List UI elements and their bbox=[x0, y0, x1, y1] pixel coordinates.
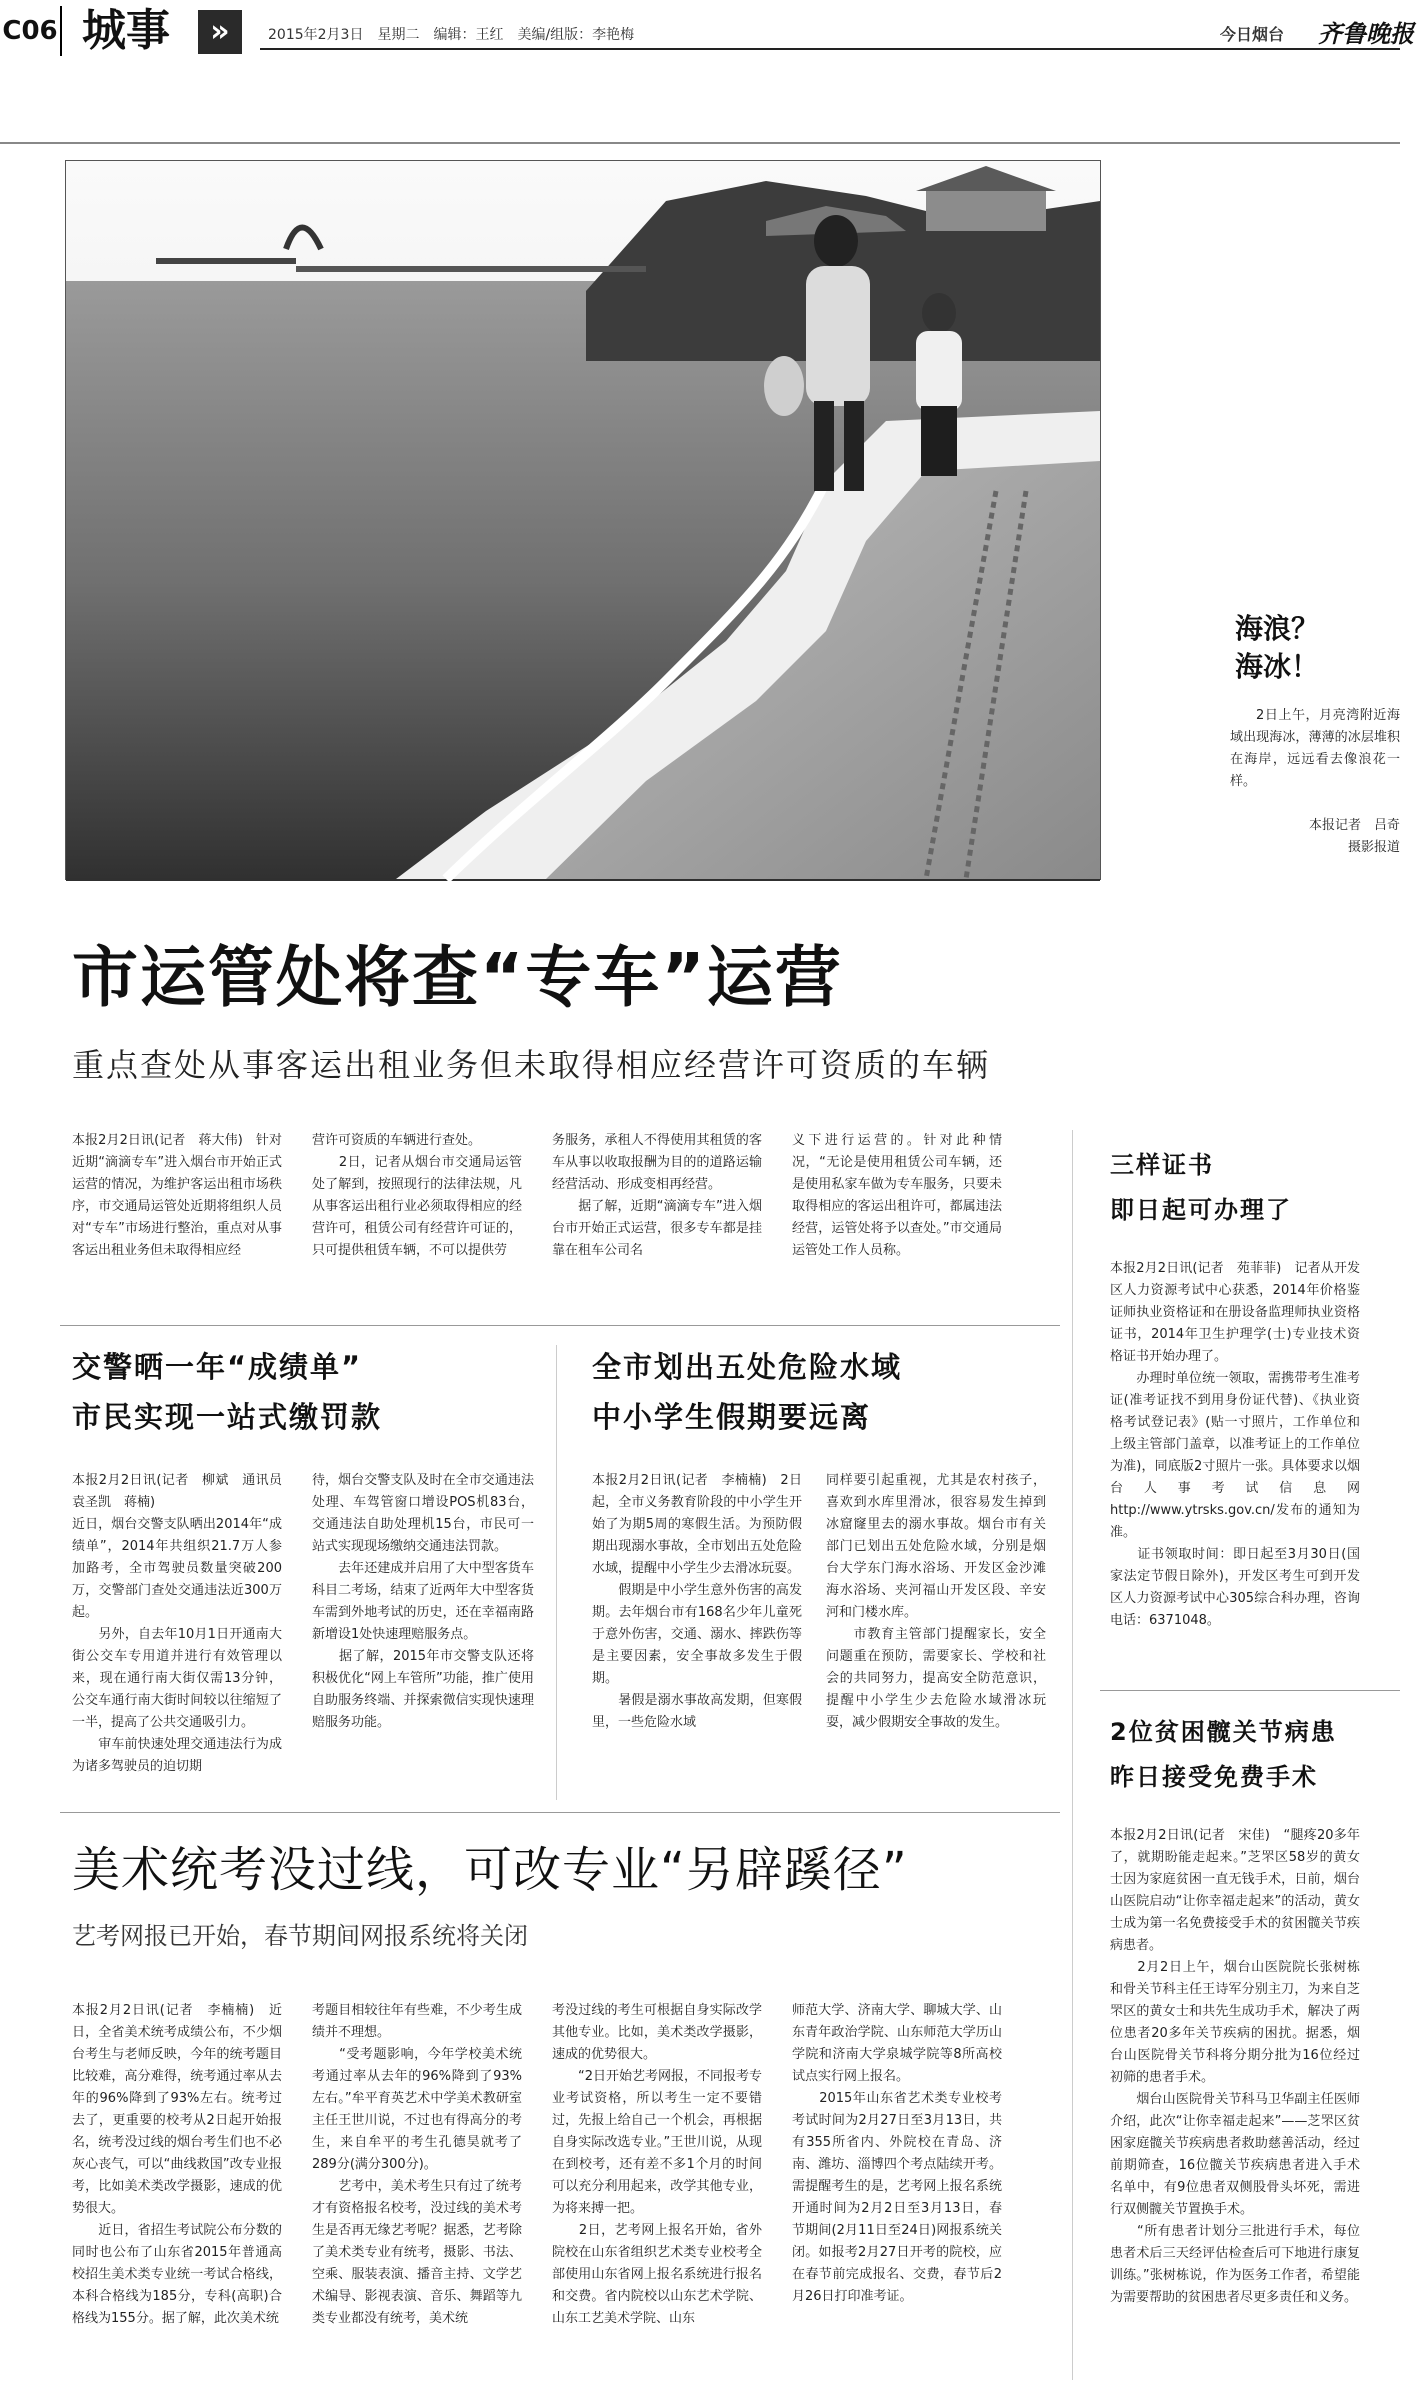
main-col-3: 务服务，承租人不得使用其租赁的客车从事以收取报酬为目的的道路运输经营活动、形成变相再经营。 据了解，近期“滴滴专车”进入烟台市开始正式运营，很多专车都是挂靠在租车公司名 bbox=[552, 1133, 762, 1258]
col-rule bbox=[1072, 1130, 1073, 2380]
main-bottom-rule bbox=[60, 1325, 1060, 1326]
photo-caption-title: 海浪？ 海冰！ bbox=[1235, 612, 1320, 683]
middle-rule bbox=[556, 1345, 557, 1800]
main-col-2: 营许可资质的车辆进行查处。 2日，记者从烟台市交通局运管处了解到，按照现行的法律法规，凡从事客运出租行业必须取得相应的经营许可，租赁公司有经营许可证的，只可提供租赁车辆，不可以提供劳 bbox=[312, 1133, 522, 1258]
art-subhead: 艺考网报已开始，春节期间网报系统将关闭 bbox=[72, 1922, 528, 1950]
photo-credit: 本报记者 吕奇 摄影报道 bbox=[1308, 818, 1400, 855]
header-divider bbox=[60, 6, 62, 56]
sidebar2-headline-2: 昨日接受免费手术 bbox=[1110, 1763, 1318, 1791]
sidebar1-headline-2: 即日起可办理了 bbox=[1110, 1196, 1292, 1224]
art-col-4: 师范大学、济南大学、聊城大学、山东青年政治学院、山东师范大学历山学院和济南大学泉城学院等8所高校试点实行网上报名。 2015年山东省艺术类专业校考考试时间为2月27日至3月13日，共有355所省内、外院校在青岛、济南、潍坊、淄博四个考点陆续开考。需提醒考生的是，艺考网上报名系统开通时间为2月2日至3月13日，春节期间(2月11日至24日)网报系统关闭。如报考2月27日开考的院校，应在春节前完成报名、交费，春节后2月26日打印准考证。 bbox=[792, 2003, 1002, 2304]
sidebar1-body: 本报2月2日讯(记者 苑菲菲) 记者从开发区人力资源考试中心获悉，2014年价格鉴证师执业资格证和在册设备监理师执业资格证书，2014年卫生护理学(士)专业技术资格证书开始办理了。 办理时单位统一领取，需携带考生准考证(准考证找不到用身份证代替)、《执业资格考试登记表》(贴一寸照片，工作单位和上级主管部门盖章，以准考证上的工作单位为准)，同底版2寸照片一张。具体要求以烟台人事考试信息网http://www.ytrsks.gov.cn/发布的通知为准。 证书领取时间：即日起至3月30日(国家法定节假日除外)，开发区考生可到开发区人力资源考试中心305综合科办理，咨询电话：6371048。 bbox=[1110, 1261, 1360, 1628]
art-col-1: 本报2月2日讯(记者 李楠楠) 近日，全省美术统考成绩公布，不少烟台考生与老师反映，今年的统考题目比较难，高分难得，统考通过率从去年的96%降到了93%左右。统考过去了，更重要的校考从2日起开始报名，统考没过线的烟台考生们也不必灰心丧气，可以“曲线救国”改专业报考，比如美术类改学摄影，速成的优势很大。 近日，省招生考试院公布分数的同时也公布了山东省2015年普通高校招生美术类专业统一考试合格线，本科合格线为185分，专科(高职)合格线为155分。据了解，此次美术统 bbox=[72, 2003, 282, 2326]
header-rule bbox=[260, 48, 1400, 50]
sidebar2-headline-1: 2位贫困髋关节病患 bbox=[1110, 1718, 1337, 1746]
photo-caption-body: 2日上午，月亮湾附近海域出现海冰，薄薄的冰层堆积在海岸，远远看去像浪花一样。 bbox=[1230, 708, 1400, 789]
sidebar1-headline-1: 三样证书 bbox=[1110, 1151, 1214, 1179]
traffic-headline-2: 市民实现一站式缴罚款 bbox=[72, 1400, 383, 1434]
header-info: 2015年2月3日 星期二 编辑：王红 美编/组版：李艳梅 bbox=[268, 27, 635, 43]
top-rule bbox=[0, 142, 1400, 144]
section-title: 城事 bbox=[82, 5, 170, 56]
water-col-1: 本报2月2日讯(记者 李楠楠) 2日起，全市义务教育阶段的中小学生开始了为期5周的寒假生活。为预防假期出现溺水事故，全市划出五处危险水域，提醒中小学生少去滑冰玩耍。 假期是中小学生意外伤害的高发期。去年烟台市有168名少年儿童死于意外伤害，交通、溺水、摔跌伤等是主要因素，安全事故多发生于假期。 暑假是溺水事故高发期，但寒假里，一些危险水域 bbox=[592, 1473, 802, 1730]
header-right-label: 今日烟台 bbox=[1220, 25, 1285, 44]
ice-beach-photo bbox=[65, 160, 1101, 880]
brand-logo: 齐鲁晚报 bbox=[1318, 19, 1414, 48]
main-col-4: 义下进行运营的。针对此种情况，“无论是使用租赁公司车辆，还是使用私家车做为专车服务，只要未取得相应的客运出租许可，都属违法经营，运管处将予以查处。”市交通局运管处工作人员称。 bbox=[792, 1133, 1002, 1258]
water-headline-2: 中小学生假期要远离 bbox=[592, 1400, 872, 1434]
main-subhead: 重点查处从事客运出租业务但未取得相应经营许可资质的车辆 bbox=[72, 1046, 991, 1084]
main-col-1: 本报2月2日讯(记者 蒋大伟) 针对近期“滴滴专车”进入烟台市开始正式运营的情况，为维护客运出租市场秩序，市交通局运管处近期将组织人员对“专车”市场进行整治，重点对从事客运出租业务但未取得相应经 bbox=[72, 1133, 282, 1258]
page-number: C06 bbox=[2, 16, 58, 46]
main-headline: 市运管处将查“专车”运营 bbox=[72, 939, 843, 1016]
section-arrow-icon: » bbox=[198, 10, 242, 54]
art-col-3: 考没过线的考生可根据自身实际改学其他专业。比如，美术类改学摄影，速成的优势很大。 “2日开始艺考网报，不同报考专业考试资格，所以考生一定不要错过，先报上给自己一个机会，再根据自身实际改选专业。”王世川说，从现在到校考，还有差不多1个月的时间可以充分利用起来，改学其他专业，为将来搏一把。 2日，艺考网上报名开始，省外院校在山东省组织艺术类专业校考全部使用山东省网上报名系统进行报名和交费。省内院校以山东艺术学院、山东工艺美术学院、山东 bbox=[552, 2003, 763, 2326]
traffic-col-2: 待，烟台交警支队及时在全市交通违法处理、车驾管窗口增设POS机83台，交通违法自助处理机15台，市民可一站式实现现场缴纳交通违法罚款。 去年还建成并启用了大中型客货车科目二考场，结束了近两年大中型客货车需到外地考试的历史，还在幸福南路新增设1处快速理赔服务点。 据了解，2015年市交警支队还将积极优化“网上车管所”功能，推广使用自助服务终端、并探索微信实现快速理赔服务功能。 bbox=[312, 1473, 534, 1730]
traffic-col-1: 本报2月2日讯(记者 柳斌 通讯员 袁圣凯 蒋楠) 近日，烟台交警支队晒出2014年“成绩单”，2014年共组织21.7万人参加路考，全市驾驶员数量突破200万，交警部门查处交通违法近300万起。 另外，自去年10月1日开通南大街公交车专用道并进行有效管理以来，现在通行南大街仅需13分钟，公交车通行南大街时间较以往缩短了一半，提高了公共交通吸引力。 审车前快速处理交通违法行为成为诸多驾驶员的迫切期 bbox=[72, 1473, 282, 1774]
sidebar2-body: 本报2月2日讯(记者 宋佳) “腿疼20多年了，就期盼能走起来。”芝罘区58岁的黄女士因为家庭贫困一直无钱手术，日前，烟台山医院启动“让你幸福走起来”的活动，黄女士成为第一名免费接受手术的贫困髋关节疾病患者。 2月2日上午，烟台山医院院长张树栋和骨关节科主任王诗军分别主刀，为来自芝罘区的黄女士和共先生成功手术，解决了两位患者20多年关节疾病的困扰。据悉，烟台山医院骨关节科将分期分批为16位经过初筛的患者手术。 烟台山医院骨关节科马卫华副主任医师介绍，此次“让你幸福走起来”——芝罘区贫困家庭髋关节疾病患者救助慈善活动，经过前期筛查，16位髋关节疾病患者进入手术名单中，有9位患者双侧股骨头坏死，需进行双侧髋关节置换手术。 “所有患者计划分三批进行手术，每位患者术后三天经评估检查后可下地进行康复训练。”张树栋说，作为医务工作者，希望能为需要帮助的贫困患者尽更多责任和义务。 bbox=[1110, 1828, 1360, 2305]
water-col-2: 同样要引起重视，尤其是农村孩子，喜欢到水库里滑冰，很容易发生掉到冰窟窿里去的溺水事故。烟台市有关部门已划出五处危险水域，分别是烟台大学东门海水浴场、开发区金沙滩海水浴场、夹河福山开发区段、辛安河和门楼水库。 市教育主管部门提醒家长，安全问题重在预防，需要家长、学校和社会的共同努力，提高安全防范意识，提醒中小学生少去危险水域滑冰玩耍，减少假期安全事故的发生。 bbox=[826, 1473, 1046, 1730]
sidebar-rule bbox=[1100, 1690, 1400, 1691]
art-top-rule bbox=[60, 1812, 1060, 1813]
water-headline-1: 全市划出五处危险水域 bbox=[592, 1350, 903, 1384]
traffic-headline-1: 交警晒一年“成绩单” bbox=[72, 1350, 363, 1384]
art-col-2: 考题目相较往年有些难，不少考生成绩并不理想。 “受考题影响，今年学校美术统考通过率从去年的96%降到了93%左右。”牟平育英艺术中学美术教研室主任王世川说，不过也有得高分的考生，来自牟平的考生孔德昊就考了289分(满分300分)。 艺考中，美术考生只有过了统考才有资格报名校考，没过线的美术考生是否再无缘艺考呢？据悉，艺考除了美术类专业有统考，摄影、书法、空乘、服装表演、播音主持、文学艺术编导、影视表演、音乐、舞蹈等九类专业都没有统考，美术统 bbox=[312, 2003, 522, 2326]
art-headline: 美术统考没过线，可改专业“另辟蹊径” bbox=[72, 1842, 908, 1898]
